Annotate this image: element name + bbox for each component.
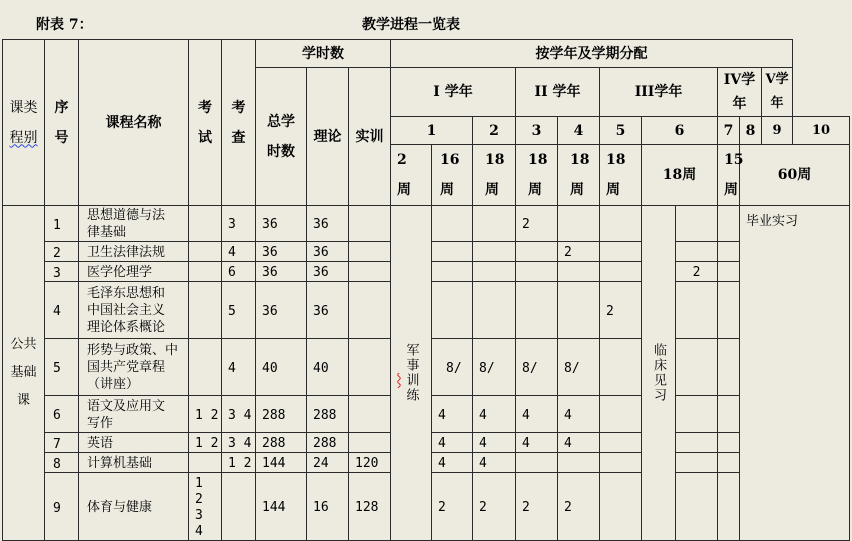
table-cell: 4 bbox=[516, 433, 558, 453]
table-cell: 1 bbox=[45, 206, 79, 242]
table-cell: 36 bbox=[307, 206, 349, 242]
distribution-header: 按学年及学期分配 bbox=[391, 40, 793, 68]
semester-6: 6 bbox=[642, 117, 718, 145]
table-cell: 3 4 bbox=[222, 396, 256, 433]
table-cell bbox=[189, 206, 222, 242]
weeks-sem6: 18周 bbox=[642, 145, 718, 206]
table-cell: 4 bbox=[432, 396, 473, 433]
year-1-header: I 学年 bbox=[391, 68, 516, 117]
military-training-char: 事 bbox=[403, 358, 419, 373]
category-header: 课类 程别 bbox=[3, 40, 45, 206]
table-cell bbox=[432, 262, 473, 282]
theory-header: 理论 bbox=[307, 68, 349, 206]
semester-10: 10 bbox=[793, 117, 850, 145]
table-cell bbox=[718, 433, 740, 453]
table-cell: 1 2 3 4 bbox=[189, 473, 222, 541]
table-cell bbox=[676, 473, 718, 541]
table-cell: 36 bbox=[307, 282, 349, 339]
table-cell bbox=[558, 206, 600, 242]
table-cell: 8/ bbox=[432, 339, 473, 396]
table-cell: 4 bbox=[45, 282, 79, 339]
table-cell bbox=[516, 453, 558, 473]
table-cell: 语文及应用文 写作 bbox=[79, 396, 189, 433]
table-cell bbox=[718, 262, 740, 282]
table-cell bbox=[718, 242, 740, 262]
military-training-char: 练 bbox=[403, 388, 419, 403]
table-cell: 4 bbox=[222, 339, 256, 396]
hours-header: 学时数 bbox=[256, 40, 391, 68]
table-cell: 4 bbox=[473, 396, 516, 433]
table-cell bbox=[516, 242, 558, 262]
table-cell: 卫生法律法规 bbox=[79, 242, 189, 262]
table-cell: 4 bbox=[473, 433, 516, 453]
table-cell bbox=[432, 242, 473, 262]
table-cell: 4 bbox=[473, 453, 516, 473]
table-cell bbox=[558, 282, 600, 339]
semester-8: 8 bbox=[740, 117, 762, 145]
table-cell: 40 bbox=[256, 339, 307, 396]
table-cell: 4 bbox=[516, 396, 558, 433]
military-training-char: 军 bbox=[403, 343, 419, 358]
table-cell: 8 bbox=[45, 453, 79, 473]
table-cell bbox=[349, 242, 391, 262]
table-cell bbox=[676, 206, 718, 242]
weeks-sem1: 16 周 bbox=[432, 145, 473, 206]
table-cell: 9 bbox=[45, 473, 79, 541]
table-cell: 3 4 bbox=[222, 433, 256, 453]
table-cell: 2 bbox=[45, 242, 79, 262]
table-cell: 4 bbox=[222, 242, 256, 262]
weeks-sem4: 18 周 bbox=[558, 145, 600, 206]
weeks-sem7: 15 周 bbox=[718, 145, 740, 206]
total-hours-header: 总学 时数 bbox=[256, 68, 307, 206]
table-cell: 1 2 bbox=[222, 453, 256, 473]
table-cell bbox=[189, 242, 222, 262]
table-cell: 2 bbox=[516, 473, 558, 541]
table-cell: 36 bbox=[307, 262, 349, 282]
table-cell: 3 bbox=[222, 206, 256, 242]
table-row bbox=[3, 206, 850, 242]
table-cell: 医学伦理学 bbox=[79, 262, 189, 282]
table-cell bbox=[473, 282, 516, 339]
table-cell: 144 bbox=[256, 453, 307, 473]
table-cell bbox=[600, 396, 642, 433]
semester-9: 9 bbox=[762, 117, 793, 145]
table-cell: 形势与政策、中 国共产党章程 （讲座） bbox=[79, 339, 189, 396]
table-cell bbox=[600, 242, 642, 262]
table-cell: 2 bbox=[558, 473, 600, 541]
year-4-header: IV学年 bbox=[718, 68, 762, 117]
table-cell bbox=[676, 242, 718, 262]
table-cell: 1 2 bbox=[189, 396, 222, 433]
table-cell: 2 bbox=[600, 282, 642, 339]
table-cell: 288 bbox=[256, 396, 307, 433]
military-training-char: 训 bbox=[403, 373, 419, 388]
table-cell: 7 bbox=[45, 433, 79, 453]
table-cell bbox=[600, 339, 642, 396]
weeks-sem5: 18 周 bbox=[600, 145, 642, 206]
course-name-header: 课程名称 bbox=[79, 40, 189, 206]
table-cell: 144 bbox=[256, 473, 307, 541]
table-cell bbox=[473, 242, 516, 262]
table-cell bbox=[718, 396, 740, 433]
table-cell bbox=[676, 339, 718, 396]
table-cell bbox=[516, 282, 558, 339]
check-header: 考 查 bbox=[222, 40, 256, 206]
table-cell: 8/ bbox=[558, 339, 600, 396]
table-cell bbox=[558, 262, 600, 282]
weeks-military: 2 周 bbox=[391, 145, 432, 206]
table-cell bbox=[432, 206, 473, 242]
military-training-cell bbox=[391, 206, 432, 541]
table-cell: 毛泽东思想和 中国社会主义 理论体系概论 bbox=[79, 282, 189, 339]
table-cell: 8/ bbox=[516, 339, 558, 396]
table-cell bbox=[718, 339, 740, 396]
table-cell: 120 bbox=[349, 453, 391, 473]
table-cell bbox=[189, 282, 222, 339]
table-cell bbox=[432, 282, 473, 339]
table-title: 教学进程一览表 bbox=[362, 17, 460, 33]
table-cell bbox=[473, 262, 516, 282]
table-cell: 4 bbox=[432, 453, 473, 473]
graduation-internship-cell: 毕业实习 bbox=[740, 206, 850, 541]
table-cell: 36 bbox=[256, 282, 307, 339]
table-cell bbox=[189, 339, 222, 396]
semester-2: 2 bbox=[473, 117, 516, 145]
table-cell: 288 bbox=[307, 396, 349, 433]
table-cell: 2 bbox=[473, 473, 516, 541]
table-cell bbox=[600, 206, 642, 242]
appendix-caption: 附表 7： bbox=[36, 17, 93, 33]
weeks-internship: 60周 bbox=[740, 145, 850, 206]
table-cell: 5 bbox=[45, 339, 79, 396]
semester-4: 4 bbox=[558, 117, 600, 145]
table-cell bbox=[718, 453, 740, 473]
semester-1: 1 bbox=[391, 117, 473, 145]
table-cell bbox=[349, 339, 391, 396]
table-cell bbox=[600, 473, 642, 541]
table-cell bbox=[349, 282, 391, 339]
table-cell bbox=[349, 262, 391, 282]
table-cell: 36 bbox=[256, 262, 307, 282]
seq-header: 序 号 bbox=[45, 40, 79, 206]
weeks-sem3: 18 周 bbox=[516, 145, 558, 206]
table-cell: 4 bbox=[558, 433, 600, 453]
table-cell: 40 bbox=[307, 339, 349, 396]
table-cell: 2 bbox=[516, 206, 558, 242]
table-cell bbox=[189, 453, 222, 473]
table-cell bbox=[676, 453, 718, 473]
table-cell: 5 bbox=[222, 282, 256, 339]
table-cell: 2 bbox=[558, 242, 600, 262]
table-cell: 6 bbox=[45, 396, 79, 433]
table-cell bbox=[718, 282, 740, 339]
table-cell: 16 bbox=[307, 473, 349, 541]
table-cell: 2 bbox=[676, 262, 718, 282]
table-cell bbox=[600, 453, 642, 473]
semester-3: 3 bbox=[516, 117, 558, 145]
category-cell: 公共 基础 课 bbox=[3, 206, 45, 541]
table-cell: 思想道德与法 律基础 bbox=[79, 206, 189, 242]
clinical-observation-cell: 临床见习 bbox=[642, 206, 676, 541]
table-cell: 36 bbox=[307, 242, 349, 262]
semester-7: 7 bbox=[718, 117, 740, 145]
table-cell: 36 bbox=[256, 206, 307, 242]
semester-5: 5 bbox=[600, 117, 642, 145]
table-cell bbox=[558, 453, 600, 473]
table-cell: 英语 bbox=[79, 433, 189, 453]
table-cell bbox=[676, 396, 718, 433]
table-cell bbox=[349, 433, 391, 453]
teaching-plan-table bbox=[2, 39, 850, 541]
table-cell: 3 bbox=[45, 262, 79, 282]
table-cell: 4 bbox=[432, 433, 473, 453]
table-cell: 2 bbox=[432, 473, 473, 541]
table-cell bbox=[222, 473, 256, 541]
table-cell: 计算机基础 bbox=[79, 453, 189, 473]
table-cell bbox=[189, 262, 222, 282]
table-cell: 8/ bbox=[473, 339, 516, 396]
table-cell bbox=[676, 282, 718, 339]
table-cell: 4 bbox=[558, 396, 600, 433]
practice-header: 实训 bbox=[349, 68, 391, 206]
table-cell: 288 bbox=[256, 433, 307, 453]
table-cell: 36 bbox=[256, 242, 307, 262]
table-cell bbox=[600, 262, 642, 282]
table-cell: 1 2 bbox=[189, 433, 222, 453]
table-cell: 体育与健康 bbox=[79, 473, 189, 541]
exam-header: 考 试 bbox=[189, 40, 222, 206]
table-cell bbox=[516, 262, 558, 282]
table-cell bbox=[349, 206, 391, 242]
table-cell: 24 bbox=[307, 453, 349, 473]
year-2-header: II 学年 bbox=[516, 68, 600, 117]
table-cell bbox=[718, 473, 740, 541]
table-cell bbox=[600, 433, 642, 453]
table-cell: 6 bbox=[222, 262, 256, 282]
table-cell bbox=[718, 206, 740, 242]
weeks-sem2: 18 周 bbox=[473, 145, 516, 206]
table-cell: 288 bbox=[307, 433, 349, 453]
table-cell bbox=[473, 206, 516, 242]
table-cell: 128 bbox=[349, 473, 391, 541]
table-cell bbox=[676, 433, 718, 453]
table-cell bbox=[349, 396, 391, 433]
year-5-header: V学年 bbox=[762, 68, 793, 117]
year-3-header: III学年 bbox=[600, 68, 718, 117]
